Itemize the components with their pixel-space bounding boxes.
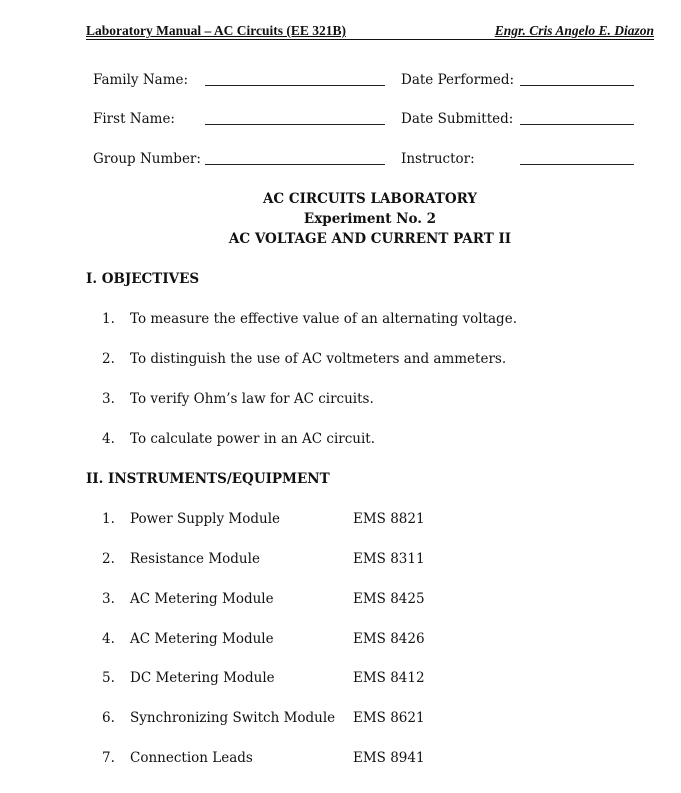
form-row-first (93, 111, 638, 129)
item-number: 3. (102, 591, 115, 607)
equipment-row (102, 591, 522, 609)
objective-text: To distinguish the use of AC voltmeters and ammeters. (130, 351, 507, 367)
item-number: 2. (102, 351, 115, 367)
group-number-label: Group Number: (93, 151, 201, 167)
equipment-name: Power Supply Module (130, 511, 281, 527)
experiment-title: AC VOLTAGE AND CURRENT PART II (228, 231, 512, 247)
item-number: 7. (102, 750, 115, 766)
equipment-code: EMS 8426 (353, 631, 425, 647)
equipment-name: Synchronizing Switch Module (130, 710, 336, 726)
equipment-code: EMS 8621 (353, 710, 425, 726)
equipment-code: EMS 8941 (353, 750, 425, 766)
equipment-code: EMS 8311 (353, 551, 425, 567)
equipment-name: Connection Leads (130, 750, 253, 766)
instructor-field[interactable] (520, 164, 634, 165)
equipment-row (102, 710, 522, 728)
item-number: 1. (102, 311, 115, 327)
form-row-family (93, 72, 638, 90)
date-performed-field[interactable] (520, 85, 634, 86)
objective-text: To verify Ohm’s law for AC circuits. (130, 391, 374, 407)
equipment-heading: II. INSTRUMENTS/EQUIPMENT (86, 471, 330, 487)
group-number-field[interactable] (205, 164, 385, 165)
equipment-row (102, 631, 522, 649)
page-header (86, 22, 654, 40)
objectives-heading: I. OBJECTIVES (86, 271, 200, 287)
item-number: 1. (102, 511, 115, 527)
item-number: 2. (102, 551, 115, 567)
objective-text: To calculate power in an AC circuit. (130, 431, 376, 447)
equipment-name: Resistance Module (130, 551, 260, 567)
equipment-code: EMS 8412 (353, 670, 425, 686)
equipment-row (102, 511, 522, 529)
equipment-row (102, 551, 522, 569)
date-submitted-field[interactable] (520, 124, 634, 125)
item-number: 6. (102, 710, 115, 726)
instructor-label: Instructor: (401, 151, 475, 167)
item-number: 5. (102, 670, 115, 686)
manual-title: Laboratory Manual – AC Circuits (EE 321B) (86, 23, 347, 38)
equipment-code: EMS 8425 (353, 591, 425, 607)
date-performed-label: Date Performed: (401, 72, 515, 88)
equipment-name: DC Metering Module (130, 670, 275, 686)
family-name-label: Family Name: (93, 72, 189, 88)
lab-title: AC CIRCUITS LABORATORY (262, 191, 478, 207)
item-number: 4. (102, 631, 115, 647)
equipment-row (102, 750, 522, 768)
experiment-number: Experiment No. 2 (303, 211, 437, 227)
objective-text: To measure the effective value of an alternating voltage. (130, 311, 517, 327)
equipment-name: AC Metering Module (130, 631, 274, 647)
date-submitted-label: Date Submitted: (401, 111, 514, 127)
equipment-row (102, 670, 522, 688)
first-name-field[interactable] (205, 124, 385, 125)
item-number: 3. (102, 391, 115, 407)
equipment-name: AC Metering Module (130, 591, 274, 607)
form-row-group (93, 151, 638, 169)
item-number: 4. (102, 431, 115, 447)
family-name-field[interactable] (205, 85, 385, 86)
author-name: Engr. Cris Angelo E. Diazon (494, 23, 654, 38)
first-name-label: First Name: (93, 111, 175, 127)
equipment-code: EMS 8821 (353, 511, 425, 527)
